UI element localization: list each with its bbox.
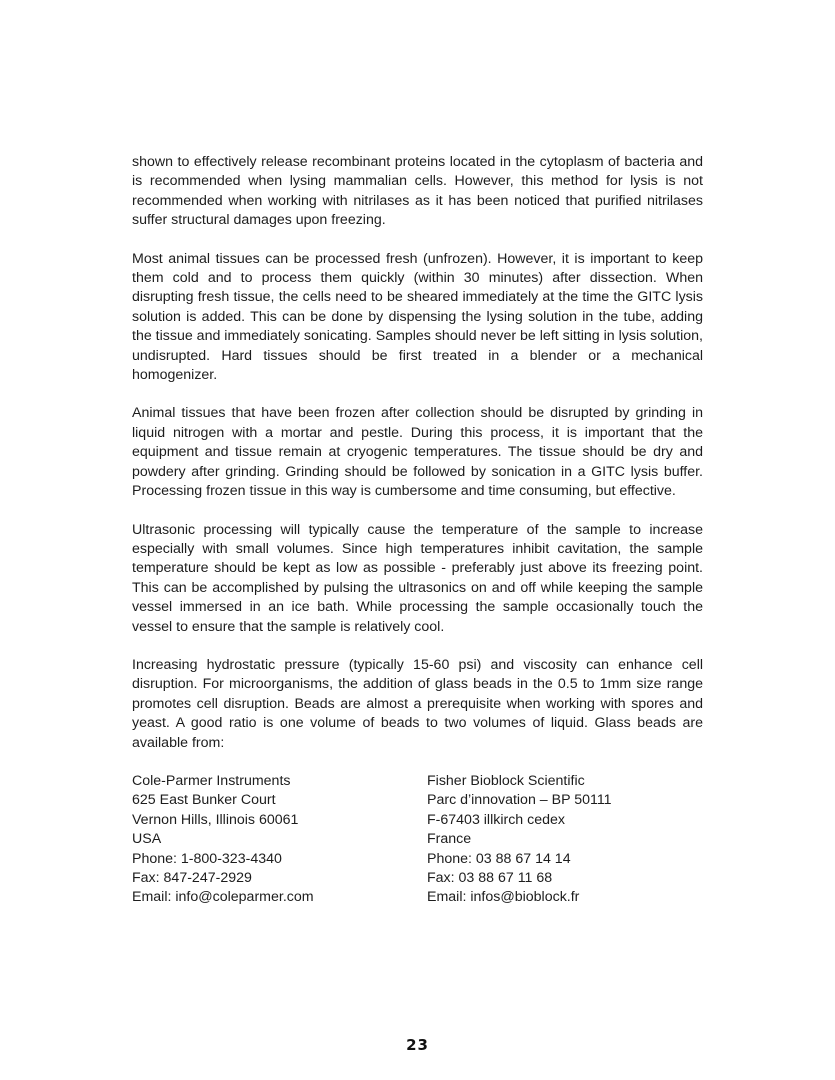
paragraph-glass-beads: Increasing hydrostatic pressure (typically 15-60 psi) and viscosity can enhance cell disruption. For microorganisms, the addition of glass beads in the 0.5 to 1mm size range promotes cell disruption. Beads are almost a prerequisite when working with spores and yeast. A good ratio is one volume of beads to two volumes of liquid. Glass beads are available from:: [132, 656, 703, 751]
supplier-name: Fisher Bioblock Scientific: [427, 772, 585, 789]
supplier-country: USA: [132, 831, 162, 848]
supplier-cole-parmer: [132, 772, 427, 908]
supplier-fax: Fax: 03 88 67 11 68: [427, 870, 553, 886]
supplier-name: Cole-Parmer Instruments: [132, 772, 291, 789]
supplier-country: France: [427, 831, 472, 848]
supplier-fax: Fax: 847-247-2929: [132, 870, 252, 886]
supplier-address-line: 625 East Bunker Court: [132, 792, 276, 809]
page-body: [132, 153, 703, 908]
supplier-email: Email: info@coleparmer.com: [132, 889, 314, 906]
supplier-phone: Phone: 1-800-323-4340: [132, 850, 282, 867]
supplier-address-line: F-67403 illkirch cedex: [427, 811, 565, 828]
paragraph-lysis-freezing: shown to effectively release recombinant proteins located in the cytoplasm of bacteria and is recommended when lysing mammalian cells. However, this method for lysis is not recommended when working with nitrilases as it has been noticed that purified nitrilases suffer structural damages upon freezing.: [132, 154, 703, 229]
page-number: 23: [406, 1036, 429, 1054]
paragraph-fresh-tissue: Most animal tissues can be processed fresh (unfrozen). However, it is important to keep them cold and to process them quickly (within 30 minutes) after dissection. When disrupting fresh tissue, the cells need to be sheared immediately at the time the GITC lysis solution is added. This can be done by dispensing the lysing solution in the tube, adding the tissue and immediately sonicating. Samples should never be left sitting in lysis solution, undisrupted. Hard tissues should be first treated in a blender or a mechanical homogenizer.: [132, 250, 703, 384]
supplier-address-line: Parc d’innovation – BP 50111: [427, 792, 612, 809]
supplier-email: Email: infos@bioblock.fr: [427, 889, 580, 906]
supplier-addresses: [132, 772, 703, 908]
paragraph-temperature: Ultrasonic processing will typically cause the temperature of the sample to increase especially with small volumes. Since high temperatures inhibit cavitation, the sample temperature should be kept as low as possible - preferably just above its freezing point. This can be accomplished by pulsing the ultrasonics on and off while keeping the sample vessel immersed in an ice bath. While processing the sample occasionally touch the vessel to ensure that the sample is relatively cool.: [132, 521, 703, 635]
supplier-phone: Phone: 03 88 67 14 14: [427, 850, 571, 867]
supplier-fisher-bioblock: [427, 772, 612, 908]
paragraph-frozen-tissue: Animal tissues that have been frozen after collection should be disrupted by grinding in liquid nitrogen with a mortar and pestle. During this process, it is important that the equipment and tissue remain at cryogenic temperatures. The tissue should be dry and powdery after grinding. Grinding should be followed by sonication in a GITC lysis buffer. Processing frozen tissue in this way is cumbersome and time consuming, but effective.: [132, 405, 703, 500]
supplier-address-line: Vernon Hills, Illinois 60061: [132, 811, 299, 828]
